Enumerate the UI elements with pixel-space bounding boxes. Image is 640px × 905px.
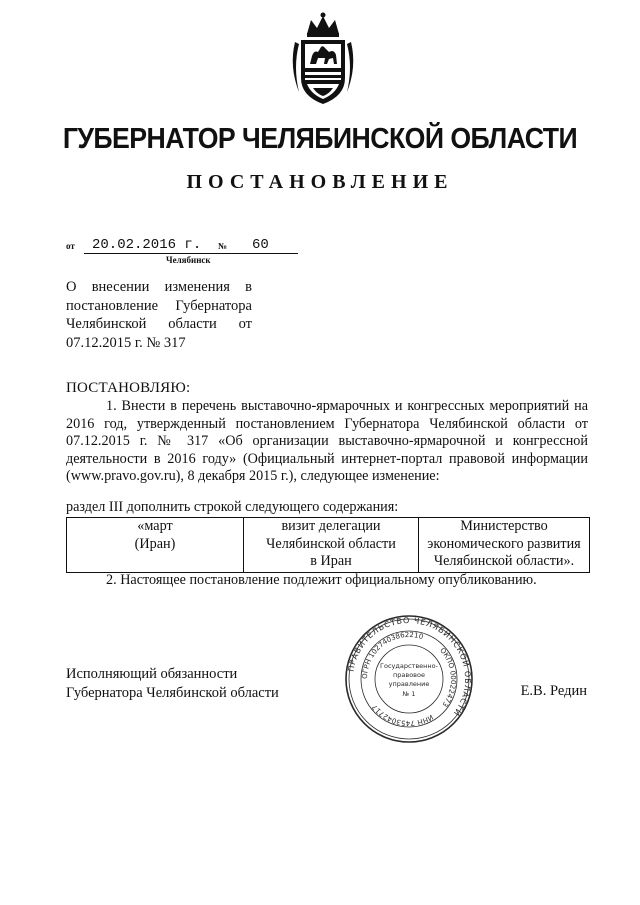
table-row bbox=[67, 518, 590, 573]
from-label: от bbox=[66, 241, 75, 251]
seal-ogrn-text: ОГРН 1027403862210 bbox=[360, 630, 425, 680]
signatory-name: Е.В. Редин bbox=[520, 683, 587, 699]
position-line-2: Губернатора Челябинской области bbox=[66, 684, 279, 701]
position-line-1: Исполняющий обязанности bbox=[66, 666, 238, 682]
document-subject: О внесении изменения в постановление Губернатора Челябинской области от 07.12.2015 г. № 317 bbox=[66, 279, 252, 351]
number-underline bbox=[236, 253, 298, 254]
signatory-position bbox=[66, 665, 279, 702]
table-cell-event: визит делегации Челябинской области в Иран bbox=[244, 518, 419, 573]
city-label: Челябинск bbox=[166, 255, 211, 265]
item-2-paragraph: 2. Настоящее постановление подлежит официальному опубликованию. bbox=[106, 572, 537, 588]
coat-of-arms-emblem bbox=[285, 12, 361, 108]
decree-heading: ПОСТАНОВЛЯЮ: bbox=[66, 380, 191, 396]
seal-center-line-3: управление bbox=[388, 680, 430, 688]
number-label: № bbox=[218, 241, 228, 251]
seal-center-line-4: № 1 bbox=[402, 690, 416, 698]
date-underline bbox=[84, 253, 242, 254]
table-cell-date: «март (Иран) bbox=[67, 518, 244, 573]
date-number-row bbox=[66, 234, 406, 256]
document-date: 20.02.2016 г. bbox=[92, 237, 202, 253]
amendment-table bbox=[66, 517, 590, 573]
table-cell-organizer: Министерство экономического развития Челябинской области». bbox=[419, 518, 590, 573]
org-title: ГУБЕРНАТОР ЧЕЛЯБИНСКОЙ ОБЛАСТИ bbox=[62, 123, 578, 155]
seal-outer-text: ПРАВИТЕЛЬСТВО ЧЕЛЯБИНСКОЙ ОБЛАСТИ bbox=[346, 615, 473, 718]
seal-center-line-1: Государственно- bbox=[380, 662, 438, 670]
svg-text:ИНН 7453042717 bbox=[371, 703, 435, 727]
document-type: ПОСТАНОВЛЕНИЕ bbox=[186, 171, 454, 193]
official-seal-stamp bbox=[344, 614, 474, 744]
svg-text:ОКПО 00022473 bbox=[438, 646, 457, 708]
seal-okpo-text: ОКПО 00022473 bbox=[438, 646, 458, 709]
document-number: 60 bbox=[252, 237, 269, 253]
seal-center-line-2: правовое bbox=[393, 671, 425, 679]
seal-inn-text: ИНН 7453042717 bbox=[370, 702, 435, 728]
section-amendment-line: раздел III дополнить строкой следующего содержания: bbox=[66, 499, 399, 515]
item-1-paragraph: 1. Внести в перечень выставочно-ярмарочных и конгрессных мероприятий на 2016 год, утвержденный постановлением Губернатора Челябинской области от 07.12.2015 г. № 317 «Об организации выставочно-ярмарочной и конгрессной деятельности в 2016 году» (Официальный интернет-портал правовой информации (www.pravo.gov.ru), 8 декабря 2015 г.), следующее изменение: bbox=[66, 398, 588, 485]
